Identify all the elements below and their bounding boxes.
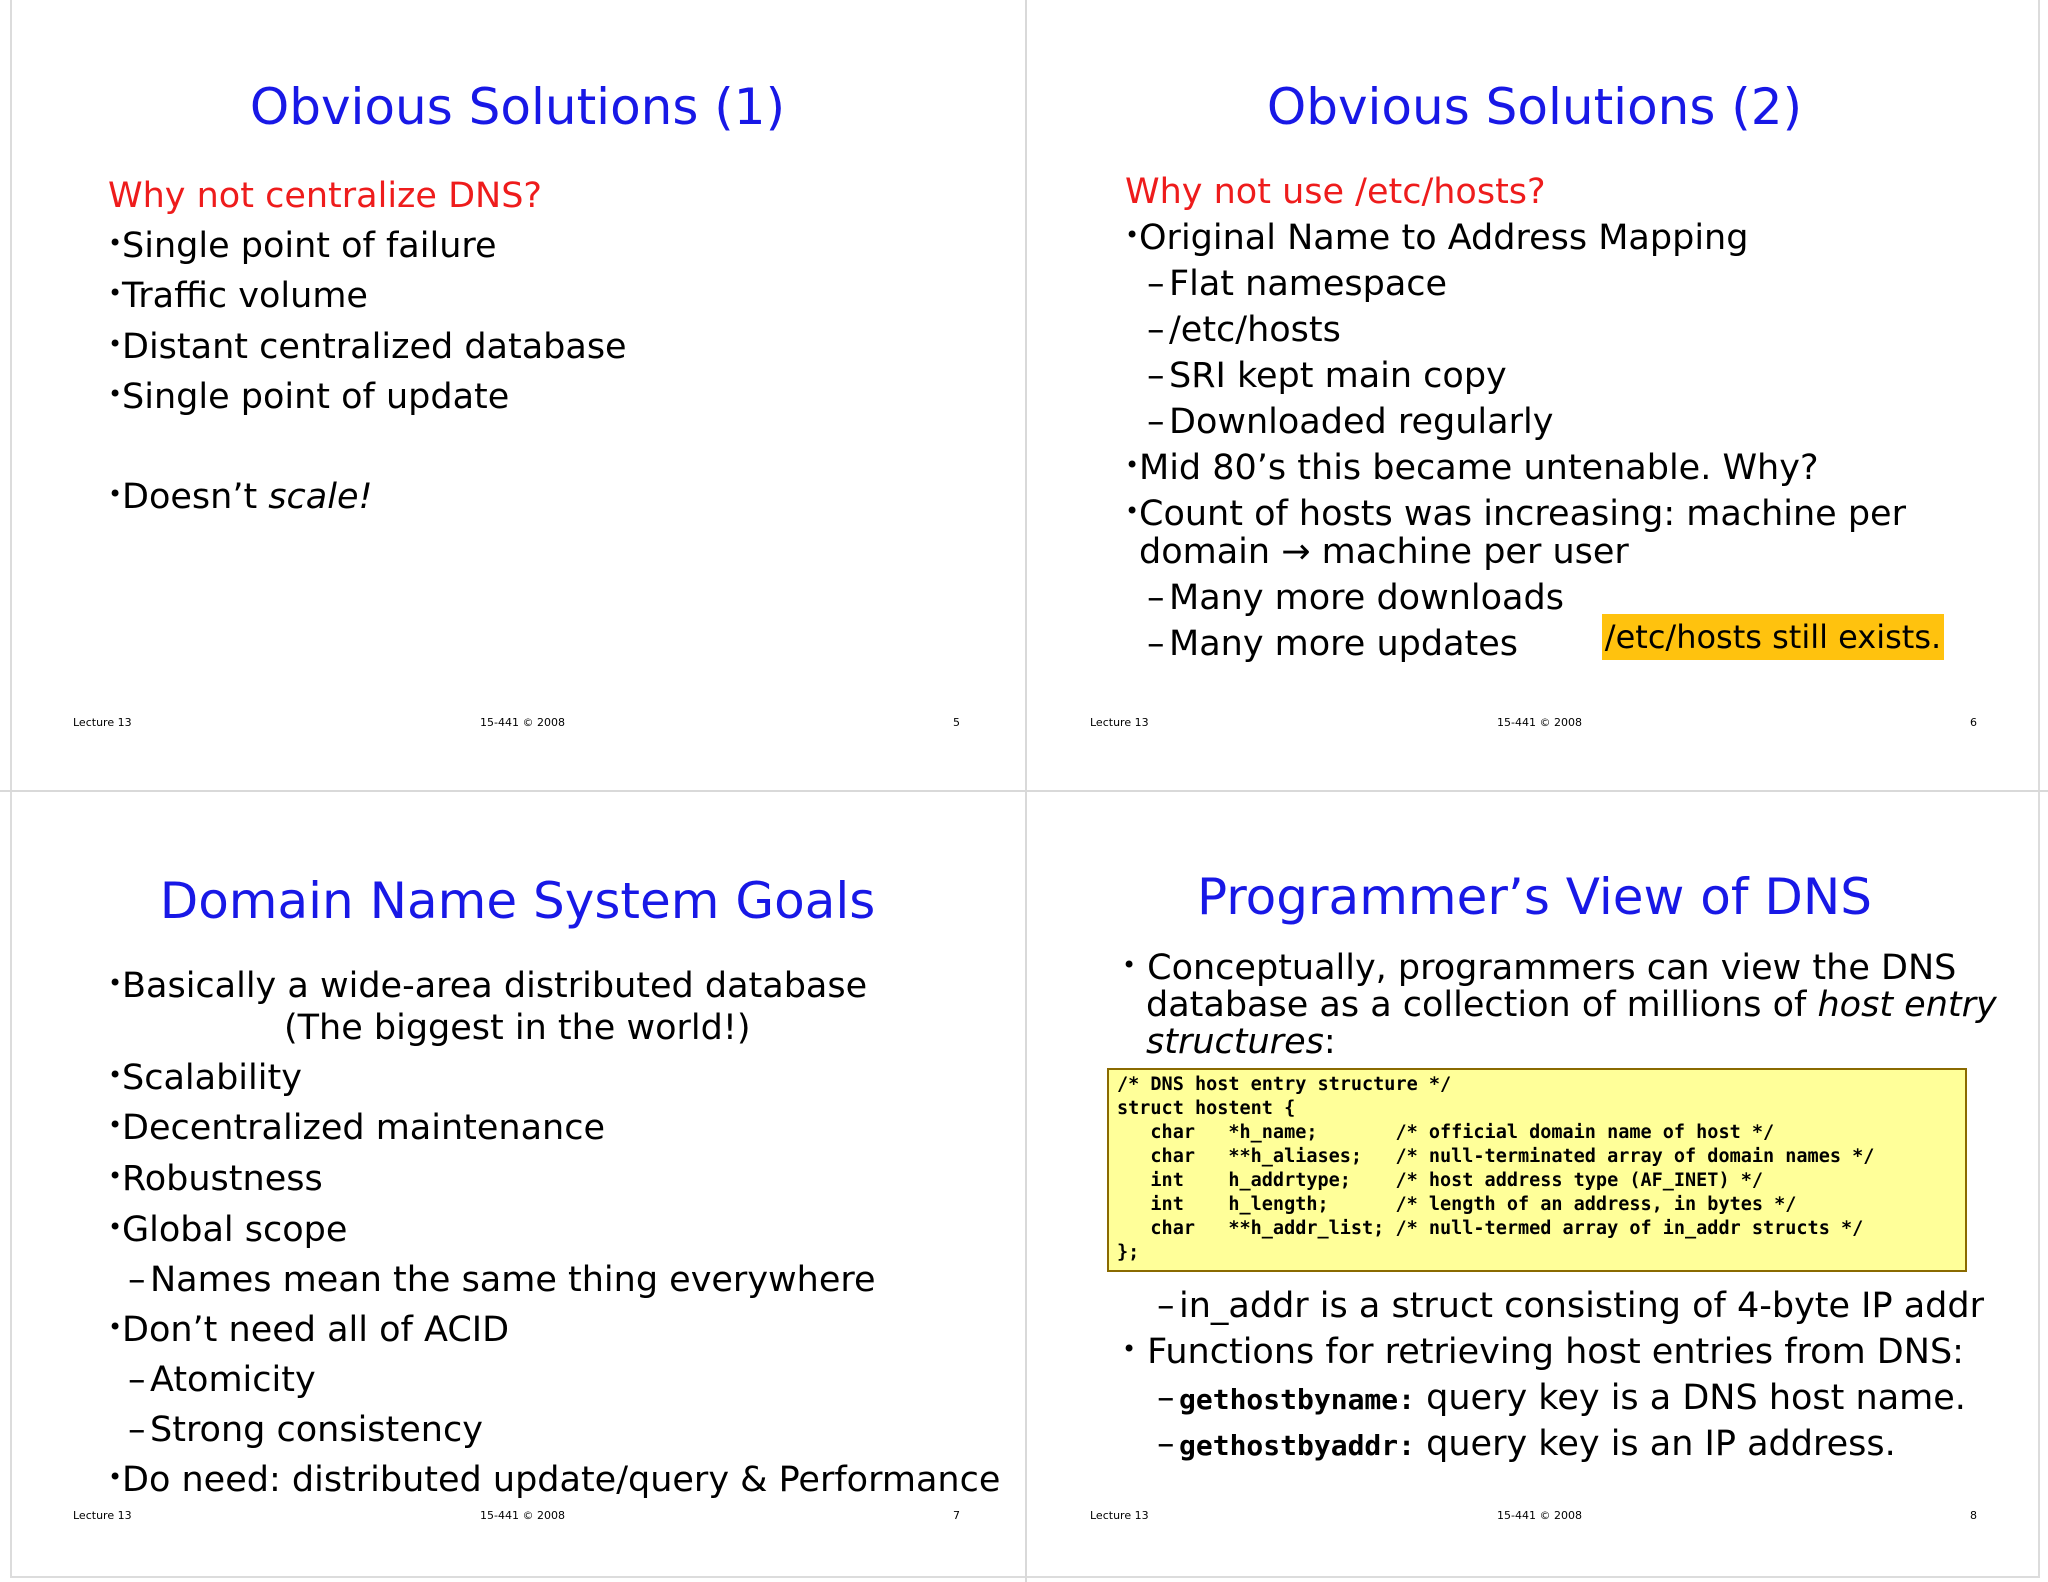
sub-bullet-item: – Many more downloads [1147,578,1564,618]
function-name: gethostbyaddr: [1179,1429,1416,1462]
footer-page-number: 6 [1970,716,1977,729]
footer-course: 15-441 © 2008 [1497,716,1582,729]
bullet-item: •Global scope [108,1210,348,1250]
slide-subtitle: Why not use /etc/hosts? [1125,172,1546,212]
sub-bullet-item: – Flat namespace [1147,264,1448,304]
bullet-dot: • [108,1213,123,1241]
bullet-dot: • [108,279,123,307]
bullet-item: •Decentralized maintenance [108,1108,605,1148]
bullet-item: • Functions for retrieving host entries from DNS: [1122,1332,1964,1372]
footer-course: 15-441 © 2008 [1497,1509,1582,1522]
bullet-item: •Basically a wide-area distributed database [108,966,868,1006]
slide-subtitle: Why not centralize DNS? [108,176,542,216]
sub-bullet-item: – Atomicity [128,1360,316,1400]
footer-page-number: 8 [1970,1509,1977,1522]
bullet-item: •Traffic volume [108,276,368,316]
footer-lecture: Lecture 13 [1090,1509,1149,1522]
bullet-continuation: domain → machine per user [1139,532,1629,572]
bullet-dot: • [108,229,123,257]
code-block [1107,1068,1967,1272]
bullet-continuation: (The biggest in the world!) [284,1008,751,1048]
sub-bullet-item: – Names mean the same thing everywhere [128,1260,876,1300]
slide-6 [1027,0,2042,790]
footer-page-number: 5 [953,716,960,729]
footer-course: 15-441 © 2008 [480,1509,565,1522]
bullet-item: •Mid 80’s this became untenable. Why? [1125,448,1819,488]
bullet-item: •Robustness [108,1159,323,1199]
bullet-dot: • [1122,1335,1137,1363]
bullet-item: •Don’t need all of ACID [108,1310,510,1350]
footer-page-number: 7 [953,1509,960,1522]
sub-bullet-item: – SRI kept main copy [1147,356,1507,396]
bullet-dot: • [108,380,123,408]
bullet-item: •Original Name to Address Mapping [1125,218,1749,258]
sub-bullet-item: – Downloaded regularly [1147,402,1554,442]
slide-7 [10,792,1025,1582]
bullet-item: •Single point of update [108,377,510,417]
bullet-dot: • [108,1313,123,1341]
bullet-dot: • [108,1162,123,1190]
bullet-continuation: structures: [1146,1022,1336,1062]
bullet-dot: • [108,1463,123,1491]
sub-bullet-item: – Strong consistency [128,1410,483,1450]
sub-bullet-item: – /etc/hosts [1147,310,1341,350]
bullet-dot: • [1125,497,1140,525]
function-name: gethostbyname: [1179,1383,1416,1416]
bullet-item: •Single point of failure [108,226,497,266]
sub-bullet-item: – gethostbyaddr: query key is an IP address. [1157,1424,1896,1464]
bullet-dot: • [1125,451,1140,479]
sub-bullet-item: – in_addr is a struct consisting of 4-byte IP addr [1157,1286,1984,1326]
slide-title: Domain Name System Goals [159,872,876,930]
bullet-dot: • [1122,951,1137,979]
sub-bullet-item: – gethostbyname: query key is a DNS host name. [1157,1378,1966,1418]
slide-title: Programmer’s View of DNS [1196,868,1873,926]
bullet-item: •Doesn’t scale! [108,477,373,517]
footer-lecture: Lecture 13 [73,1509,132,1522]
bullet-dot: • [108,1111,123,1139]
footer-lecture: Lecture 13 [1090,716,1149,729]
bullet-dot: • [1125,221,1140,249]
bullet-item: •Distant centralized database [108,327,627,367]
bullet-item: •Scalability [108,1058,302,1098]
bullet-dot: • [108,969,123,997]
sub-bullet-item: – Many more updates [1147,624,1519,664]
bullet-dot: • [108,330,123,358]
bullet-item: •Do need: distributed update/query & Performance [108,1460,1001,1500]
bullet-item: •Count of hosts was increasing: machine per [1125,494,1906,534]
callout-note: /etc/hosts still exists. [1602,614,1944,660]
bullet-dot: • [108,1061,123,1089]
bullet-dot: • [108,480,123,508]
bullet-item: • Conceptually, programmers can view the DNS [1122,948,1957,988]
footer-course: 15-441 © 2008 [480,716,565,729]
bullet-continuation: database as a collection of millions of host entry [1146,985,1997,1025]
code-text: /* DNS host entry structure */ struct hostent { char *h_name; /* official domain name of host */ char **h_aliases; /* null-terminated array of domain names */ int h_addrtype; /* host address type (AF_INET) */ int h_length; /* length of an address, in bytes */ char **h_addr_list; /* null-termed array of in_addr structs */ }; [1117,1074,1875,1263]
slide-title: Obvious Solutions (1) [249,78,786,136]
slide-8 [1027,792,2042,1582]
slide-5 [10,0,1025,790]
slide-title: Obvious Solutions (2) [1266,78,1803,136]
footer-lecture: Lecture 13 [73,716,132,729]
